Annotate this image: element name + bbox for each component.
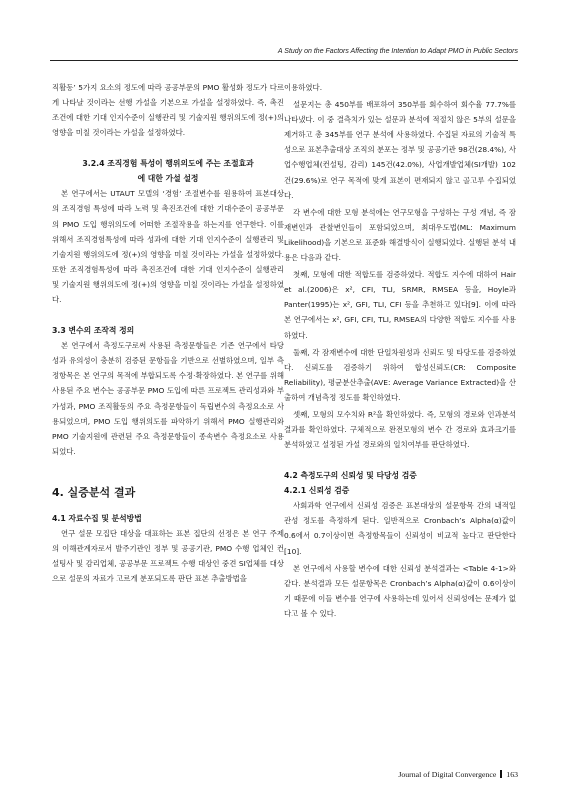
journal-name: Journal of Digital Convergence — [398, 770, 497, 779]
section-heading-3-2-4: 3.2.4 조직경험 특성이 행위의도에 주는 조절효과 — [82, 159, 254, 169]
paragraph: 사회과학 연구에서 신뢰성 검증은 표본대상의 설문항목 간의 내적일관성 정도를 측정하게 된다. 일반적으로 Cronbach’s Alpha(α)값이 0.6에서 0.7이상이면 측정항목들이 신뢰성이 비교적 높다고 판단한다[10]. — [284, 501, 516, 556]
running-title: A Study on the Factors Affecting the Intention to Adapt PMO in Public Sectors — [277, 48, 518, 55]
paragraph: 이용하였다. — [284, 83, 323, 92]
paragraph: 셋째, 모형의 모수치와 R²을 확인하였다. 즉, 모형의 경로와 인과분석 결과를 확인하였다. 구체적으로 완전모형의 변수 간 경로와 효과크기를 분석하였고 설정된 가설 경로와의 일치여부를 판단하였다. — [284, 409, 516, 450]
paragraph: 각 변수에 대한 모형 분석에는 연구모형을 구성하는 구성 개념, 즉 잠재변인과 관찰변인들이 포함되었으며, 최대우도법(ML: Maximum Likelihood)을 기본으로 표준화 해결방식이 실행되었다. 실행된 분석 내용은 다음과 같다. — [284, 207, 516, 263]
section-heading-3-2-4-cont: 에 대한 가설 설정 — [137, 174, 199, 184]
running-header — [0, 0, 568, 78]
right-column — [284, 80, 516, 623]
footer-divider — [500, 770, 502, 778]
header-rule — [50, 60, 518, 61]
paragraph: 직활동’ 5가지 요소의 정도에 따라 공공부문의 PMO 활성화 정도가 다르게 나타날 것이라는 선행 가설을 기본으로 가설을 설정하였다. 즉, 촉진조건에 대한 기대 인지수준이 실행관리 및 기술지원 행위의도에 정(+)의 영향을 미칠 것이라는 가설을 설정하였다. — [52, 83, 284, 138]
section-heading-4-2: 4.2 측정도구의 신뢰성 및 타당성 검증 — [284, 471, 417, 481]
page-footer — [398, 770, 518, 779]
left-column — [52, 80, 284, 588]
paragraph: 본 연구에서 측정도구로써 사용된 측정문항들은 기존 연구에서 타당성과 유의성이 충분히 검증된 문항들을 기반으로 선별하였으며, 일부 측정항목은 본 연구의 목적에 부합되도록 수정·확장하였다. 본 연구를 위해 사용된 주요 변수는 공공부문 PMO 도입에 따른 프로젝트 관리성과와 부가성과, PMO 조직활동의 주요 측정문항들이 독립변수의 측정요소로 사용되었으며, PMO 도입 행위의도를 파악하기 위해서 PMO 실행관리와 PMO 기술지원에 관련된 주요 측정문항들이 종속변수 측정요소로 사용되었다. — [52, 341, 284, 456]
paragraph: 본 연구에서 사용할 변수에 대한 신뢰성 분석결과는 <Table 4-1>와 같다. 분석결과 모든 설문항목은 Cronbach’s Alpha(α)값이 0.6이상이기 때문에 이들 변수를 연구에 사용하는데 있어서 신뢰성에는 문제가 없다고 볼 수 있다. — [284, 563, 516, 618]
paragraph: 본 연구에서는 UTAUT 모델의 ‘경험’ 조절변수를 원용하여 표본대상의 조직경험 특성에 따라 노력 및 촉진조건에 대한 기대수준이 공공부문의 PMO 도입 행위의도에 어떠한 조절작용을 하는지를 연구한다. 이를 위해서 조직경험특성에 따라 성과에 대한 기대 인지수준이 실행관리 및 기술지원 행위의도에 정(+)의 영향을 미칠 것이라는 가설을 설정하였다. 또한 조직경험특성에 따라 촉진조건에 대한 기대 인지수준이 실행관리 및 기술지원 행위의도에 정(+)의 영향을 미칠 것이라는 가설을 설정하였다. — [52, 189, 284, 305]
paragraph: 설문지는 총 450부를 배포하여 350부를 회수하여 회수율 77.7%를 나타냈다. 이 중 결측치가 있는 설문과 분석에 적절치 않은 5부의 설문을 제거하고 총 345부를 연구 분석에 사용하였다. 수집된 자료의 기술적 특성으로 표본추출대상 조직의 분포는 정부 및 공공기관 98건(28.4%), 사업수행업체(컨설팅, 감리) 145건(42.0%), 사업개발업체(SI개발) 102건(29.6%)로 연구 목적에 맞게 표본이 편재되지 않고 골고루 수집되었다. — [284, 100, 516, 200]
paragraph: 연구 설문 모집단 대상을 대표하는 표본 집단의 선정은 본 연구 주제의 이해관계자로서 발주기관인 정부 및 공공기관, PMO 수행 업체인 컨설팅사 및 감리업체, 공공부문 프로젝트 수행 대상인 중견 SI업체를 대상으로 설문의 자료가 고르게 분포되도록 판단 표본 추출방법을 — [52, 528, 284, 584]
section-heading-4: 4. 실증분석 결과 — [52, 485, 136, 499]
section-heading-4-2-1: 4.2.1 신뢰성 검증 — [284, 486, 350, 496]
section-heading-3-3: 3.3 변수의 조작적 정의 — [52, 326, 135, 336]
paragraph: 둘째, 각 잠재변수에 대한 단일차원성과 신뢰도 및 타당도를 검증하였다. 신뢰도를 검증하기 위하여 합성신뢰도(CR: Composite Reliability), 평균분산추출(AVE: Average Variance Extracted)을 산출하여 개념측정 정도를 확인하였다. — [284, 347, 516, 402]
section-heading-4-1: 4.1 자료수집 및 분석방법 — [52, 513, 142, 523]
page-number: 163 — [506, 770, 518, 779]
paragraph: 첫째, 모형에 대한 적합도를 검증하였다. 적합도 지수에 대하여 Hair et al.(2006)은 x², CFI, TLI, SRMR, RMSEA 등을, Hoyle과 Panter(1995)는 x², GFI, TLI, CFI 등을 추천하고 있다[9]. 이에 따라 본 연구에서는 x², GFI, CFI, TLI, RMSEA의 다양한 적합도 지수를 사용하였다. — [284, 270, 516, 340]
